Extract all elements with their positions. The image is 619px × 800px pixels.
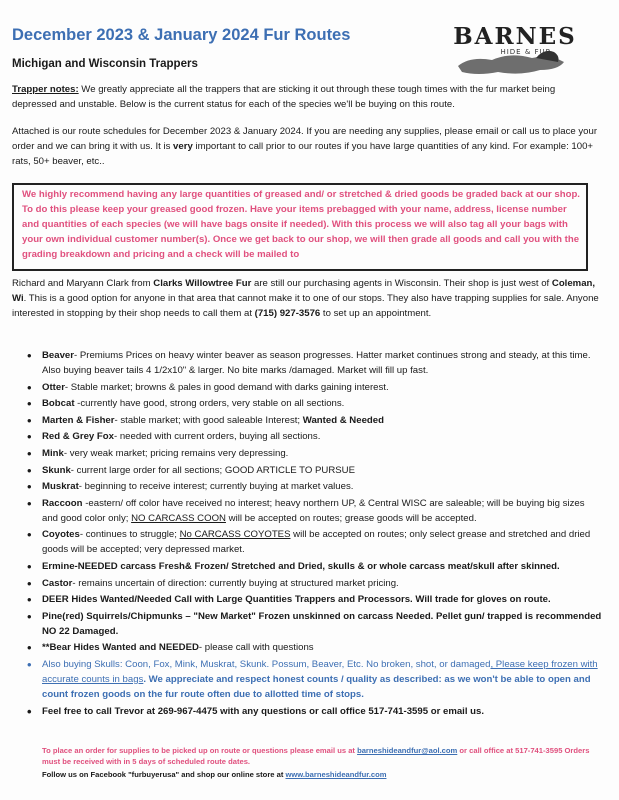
agent-text-b: are still our purchasing agents in Wisconsin. Their shop is just west of <box>251 278 552 289</box>
species-item: • Raccoon -eastern/ off color have received no interest; heavy northern UP, & Central WISC are saleable; will be buying big sizes and good color only; NO CARCASS COON will be accepted on routes; grease goods will be accepted. <box>22 496 602 526</box>
agent-town: Coleman, Wi <box>12 278 596 304</box>
trapper-notes <box>12 82 602 112</box>
attached-text-a: Attached is our route schedules for December 2023 & January 2024. If you are needing any supplies, please email or call us to place your order and we can bring it with us. It is <box>12 126 598 152</box>
species-item: • Castor- remains uncertain of direction: currently buying at structured market pricing. <box>22 576 602 591</box>
species-item: • Pine(red) Squirrels/Chipmunks – "New Market" Frozen unskinned on carcass Needed. Pellet gun/ trapped is recommended NO 22 Damaged. <box>22 609 602 639</box>
footer <box>42 745 602 780</box>
species-item: • Marten & Fisher- stable market; with good saleable Interest; Wanted & Needed <box>22 413 602 428</box>
email-link[interactable]: barneshideandfur@aol.com <box>357 746 458 755</box>
svg-text:HIDE & FUR: HIDE & FUR <box>500 48 552 56</box>
species-item: • Mink- very weak market; pricing remains very depressing. <box>22 446 602 461</box>
agent-text-c: . This is a good option for anyone in that area that cannot make it to one of our stops. They also have trapping supplies for sale. Anyone interested in stopping by their shop needs to call them at <box>12 293 599 319</box>
agent-text-a: Richard and Maryann Clark from <box>12 278 154 289</box>
page-subtitle: Michigan and Wisconsin Trappers <box>12 58 198 70</box>
contact-item: • Feel free to call Trevor at 269-967-4475 with any questions or call office 517-741-3595 or email us. <box>22 704 602 719</box>
route-schedule-paragraph <box>12 124 602 169</box>
agent-company: Clarks Willowtree Fur <box>153 278 252 289</box>
agent-paragraph <box>12 276 602 321</box>
attached-text-b: important to call prior to our routes if you have large quantities of any kind. For example: 100+ rats, 50+ beaver, etc.. <box>12 141 594 167</box>
species-item: • Red & Grey Fox- needed with current orders, buying all sections. <box>22 429 602 444</box>
species-item: • DEER Hides Wanted/Needed Call with Large Quantities Trappers and Processors. Will trade for gloves on route. <box>22 592 602 607</box>
barnes-logo <box>440 22 590 82</box>
species-list <box>22 348 602 720</box>
supply-order-note: To place an order for supplies to be picked up on route or questions please email us at barneshideandfur@aol.com or call office at 517-741-3595 Orders must be received with in 5 days of scheduled route dates. <box>42 746 590 766</box>
species-item: • Muskrat- beginning to receive interest; currently buying at market values. <box>22 479 602 494</box>
attached-emphasis: very <box>173 141 193 152</box>
agent-text-d: to set up an appointment. <box>320 308 432 319</box>
agent-phone: (715) 927-3576 <box>254 308 321 319</box>
notes-text: We greatly appreciate all the trappers that are sticking it out through these tough times with the fur market being depressed and unstable. Below is the current status for each of the species we'll be buying on this route. <box>12 84 556 110</box>
notes-label: Trapper notes: <box>12 84 79 95</box>
page-title: December 2023 & January 2024 Fur Routes <box>12 26 351 44</box>
species-item: • Coyotes- continues to struggle; No CARCASS COYOTES will be accepted on routes; only select grease and stretched and dried goods will be accepted; very depressed market. <box>22 527 602 557</box>
species-item: • Beaver- Premiums Prices on heavy winter beaver as season progresses. Hatter market continues strong and steady, at this time. Also buying beaver tails 4 1/2x10" & larger. No bite marks /damaged. Market will fill up fast. <box>22 348 602 378</box>
species-item: • Skunk- current large order for all sections; GOOD ARTICLE TO PURSUE <box>22 463 602 478</box>
species-item: • Ermine-NEEDED carcass Fresh& Frozen/ Stretched and Dried, skulls & or whole carcass meat/skull after skinned. <box>22 559 602 574</box>
grading-notice-box: We highly recommend having any large quantities of greased and/ or stretched & dried goods be graded back at our shop. To do this please keep your greased good frozen. Have your items prebagged with your name, address, license number and quantities of each species (we will have bags onsite if needed). With this process we will also tag all your bags with your own individual customer number(s). Once we get back to our shop, we will then grade all goods and call you with the grading breakdown and pricing and a check will be mailed to <box>12 183 588 271</box>
species-item: • Bobcat -currently have good, strong orders, very stable on all sections. <box>22 396 602 411</box>
species-item: • **Bear Hides Wanted and NEEDED- please call with questions <box>22 640 602 655</box>
svg-text:BARNES: BARNES <box>453 23 577 50</box>
skulls-item: • Also buying Skulls: Coon, Fox, Mink, Muskrat, Skunk. Possum, Beaver, Etc. No broken, shot, or damaged, Please keep frozen with accurate counts in bags. We appreciate and respect honest counts / quality as described: as we won't be able to open and count frozen goods on the fur route often due to allotted time of stops. <box>22 657 602 702</box>
website-link[interactable]: www.barneshideandfur.com <box>285 770 387 779</box>
species-item: • Otter- Stable market; browns & pales in good demand with darks gaining interest. <box>22 380 602 395</box>
follow-note: Follow us on Facebook "furbuyerusa" and shop our online store at www.barneshideandfur.com <box>42 770 387 779</box>
